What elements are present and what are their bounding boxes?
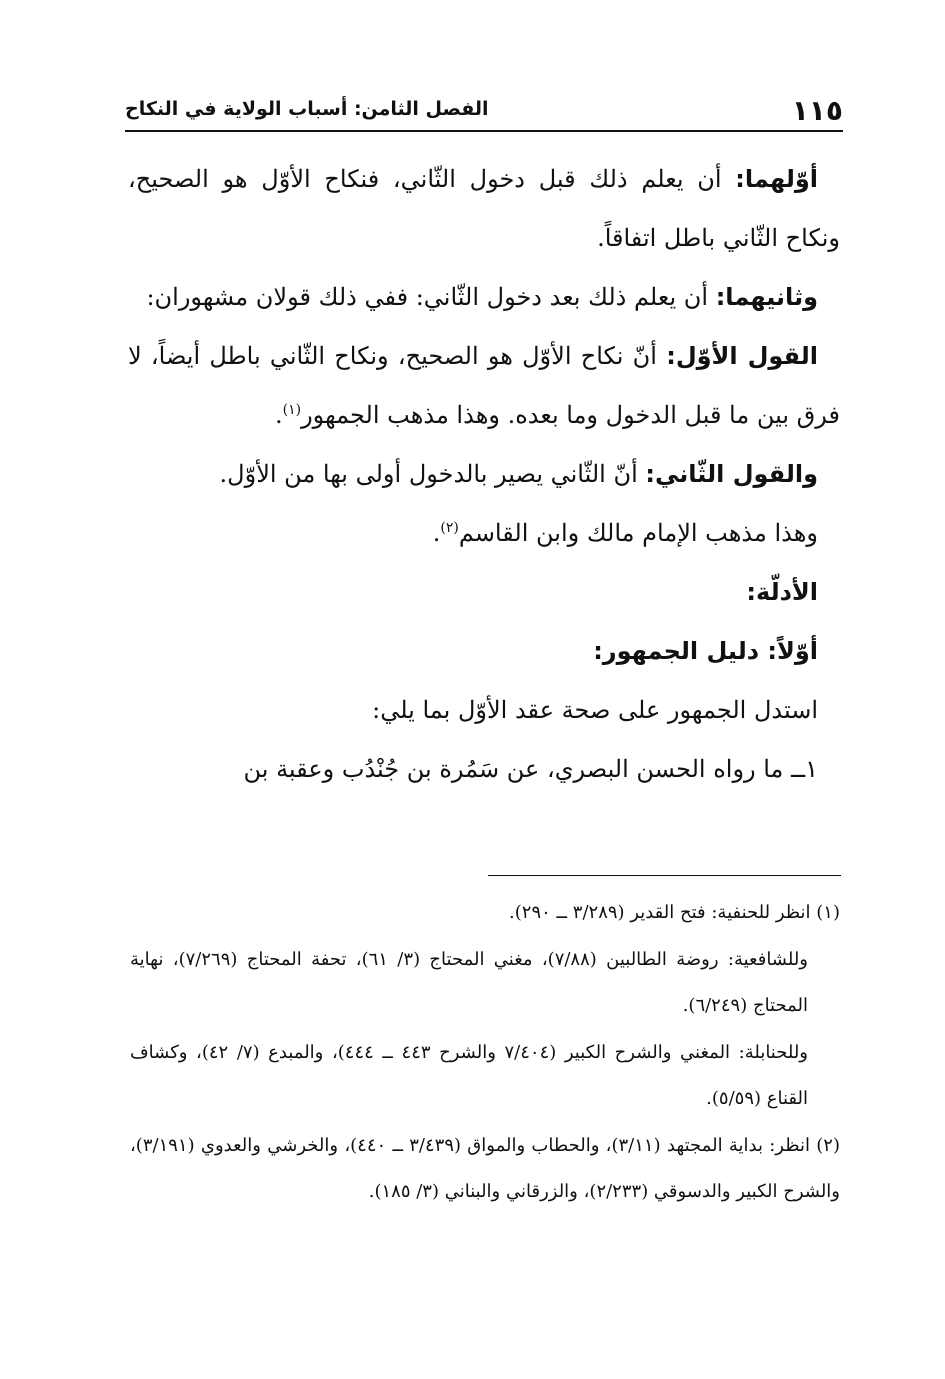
footnote-ref-2[interactable]: (٢): [440, 520, 459, 536]
footnote-1-shafii: وللشافعية: روضة الطالبين (٧/٨٨)، مغني المحتاج (٣/ ٦١)، تحفة المحتاج (٧/٢٦٩)، نهاية المحتاج (٦/٢٤٩).: [130, 948, 809, 1016]
running-header: [125, 92, 843, 132]
chapter-title: الفصل الثامن: أسباب الولاية في النكاح: [125, 98, 489, 120]
second-case-text: أن يعلم ذلك بعد دخول الثّاني: ففي ذلك قولان مشهوران:: [146, 283, 709, 311]
footnote-1-hanafi: (١) انظر للحنفية: فتح القدير (٣/٢٨٩ ــ ٢٩٠).: [509, 902, 840, 923]
paragraph-malik: [128, 504, 840, 563]
paragraph-majority-argument: استدل الجمهور على صحة عقد الأوّل بما يلي:: [372, 696, 818, 724]
paragraph-first-opinion: [128, 327, 840, 445]
header-rule: [125, 130, 843, 132]
first-opinion-text: أنّ نكاح الأوّل هو الصحيح، ونكاح الثّاني باطل أيضاً، لا فرق بين ما قبل الدخول وما بعده. وهذا مذهب الجمهور: [128, 342, 840, 429]
first-opinion-end: .: [274, 401, 283, 429]
heading-majority-evidence: أوّلاً: دليل الجمهور:: [593, 637, 818, 665]
footnote-separator: [488, 875, 841, 876]
footnotes: [130, 890, 840, 1216]
second-case-label: وثانيهما:: [715, 283, 818, 311]
paragraph-second-case: [128, 268, 840, 327]
malik-text: وهذا مذهب الإمام مالك وابن القاسم: [458, 519, 818, 547]
first-case-text: أن يعلم ذلك قبل دخول الثّاني، فنكاح الأوّل هو الصحيح، ونكاح الثّاني باطل اتفاقاً.: [128, 165, 840, 252]
footnote-ref-1[interactable]: (١): [282, 402, 302, 418]
paragraph-second-opinion: [128, 445, 840, 504]
main-text: [128, 150, 840, 799]
paragraph-first-case: [128, 150, 840, 268]
page-number: ١١٥: [791, 94, 843, 127]
footnote-1-hanbali: وللحنابلة: المغني والشرح الكبير (٧/٤٠٤ والشرح ٤٤٣ ــ ٤٤٤)، والمبدع (٧/ ٤٢)، وكشاف القناع (٥/٥٩).: [130, 1041, 808, 1109]
malik-end: .: [432, 519, 441, 547]
second-opinion-label: والقول الثّاني:: [645, 460, 818, 488]
heading-evidence: الأدلّة:: [746, 578, 818, 606]
first-opinion-label: القول الأوّل:: [666, 342, 818, 370]
paragraph-hadith: ١ــ ما رواه الحسن البصري، عن سَمُرة بن جُنْدُب وعقبة بن: [243, 755, 818, 783]
first-case-label: أوّلهما:: [735, 165, 818, 193]
second-opinion-text: أنّ الثّاني يصير بالدخول أولى بها من الأوّل.: [219, 460, 638, 488]
footnote-2-maliki: (٢) انظر: بداية المجتهد (٣/١١)، والحطاب والمواق (٣/٤٣٩ ــ ٤٤٠)، والخرشي والعدوي (٣/١٩١)، والشرح الكبير والدسوقي (٢/٢٣٣)، والزرقاني والبناني (٣/ ١٨٥).: [130, 1134, 840, 1202]
